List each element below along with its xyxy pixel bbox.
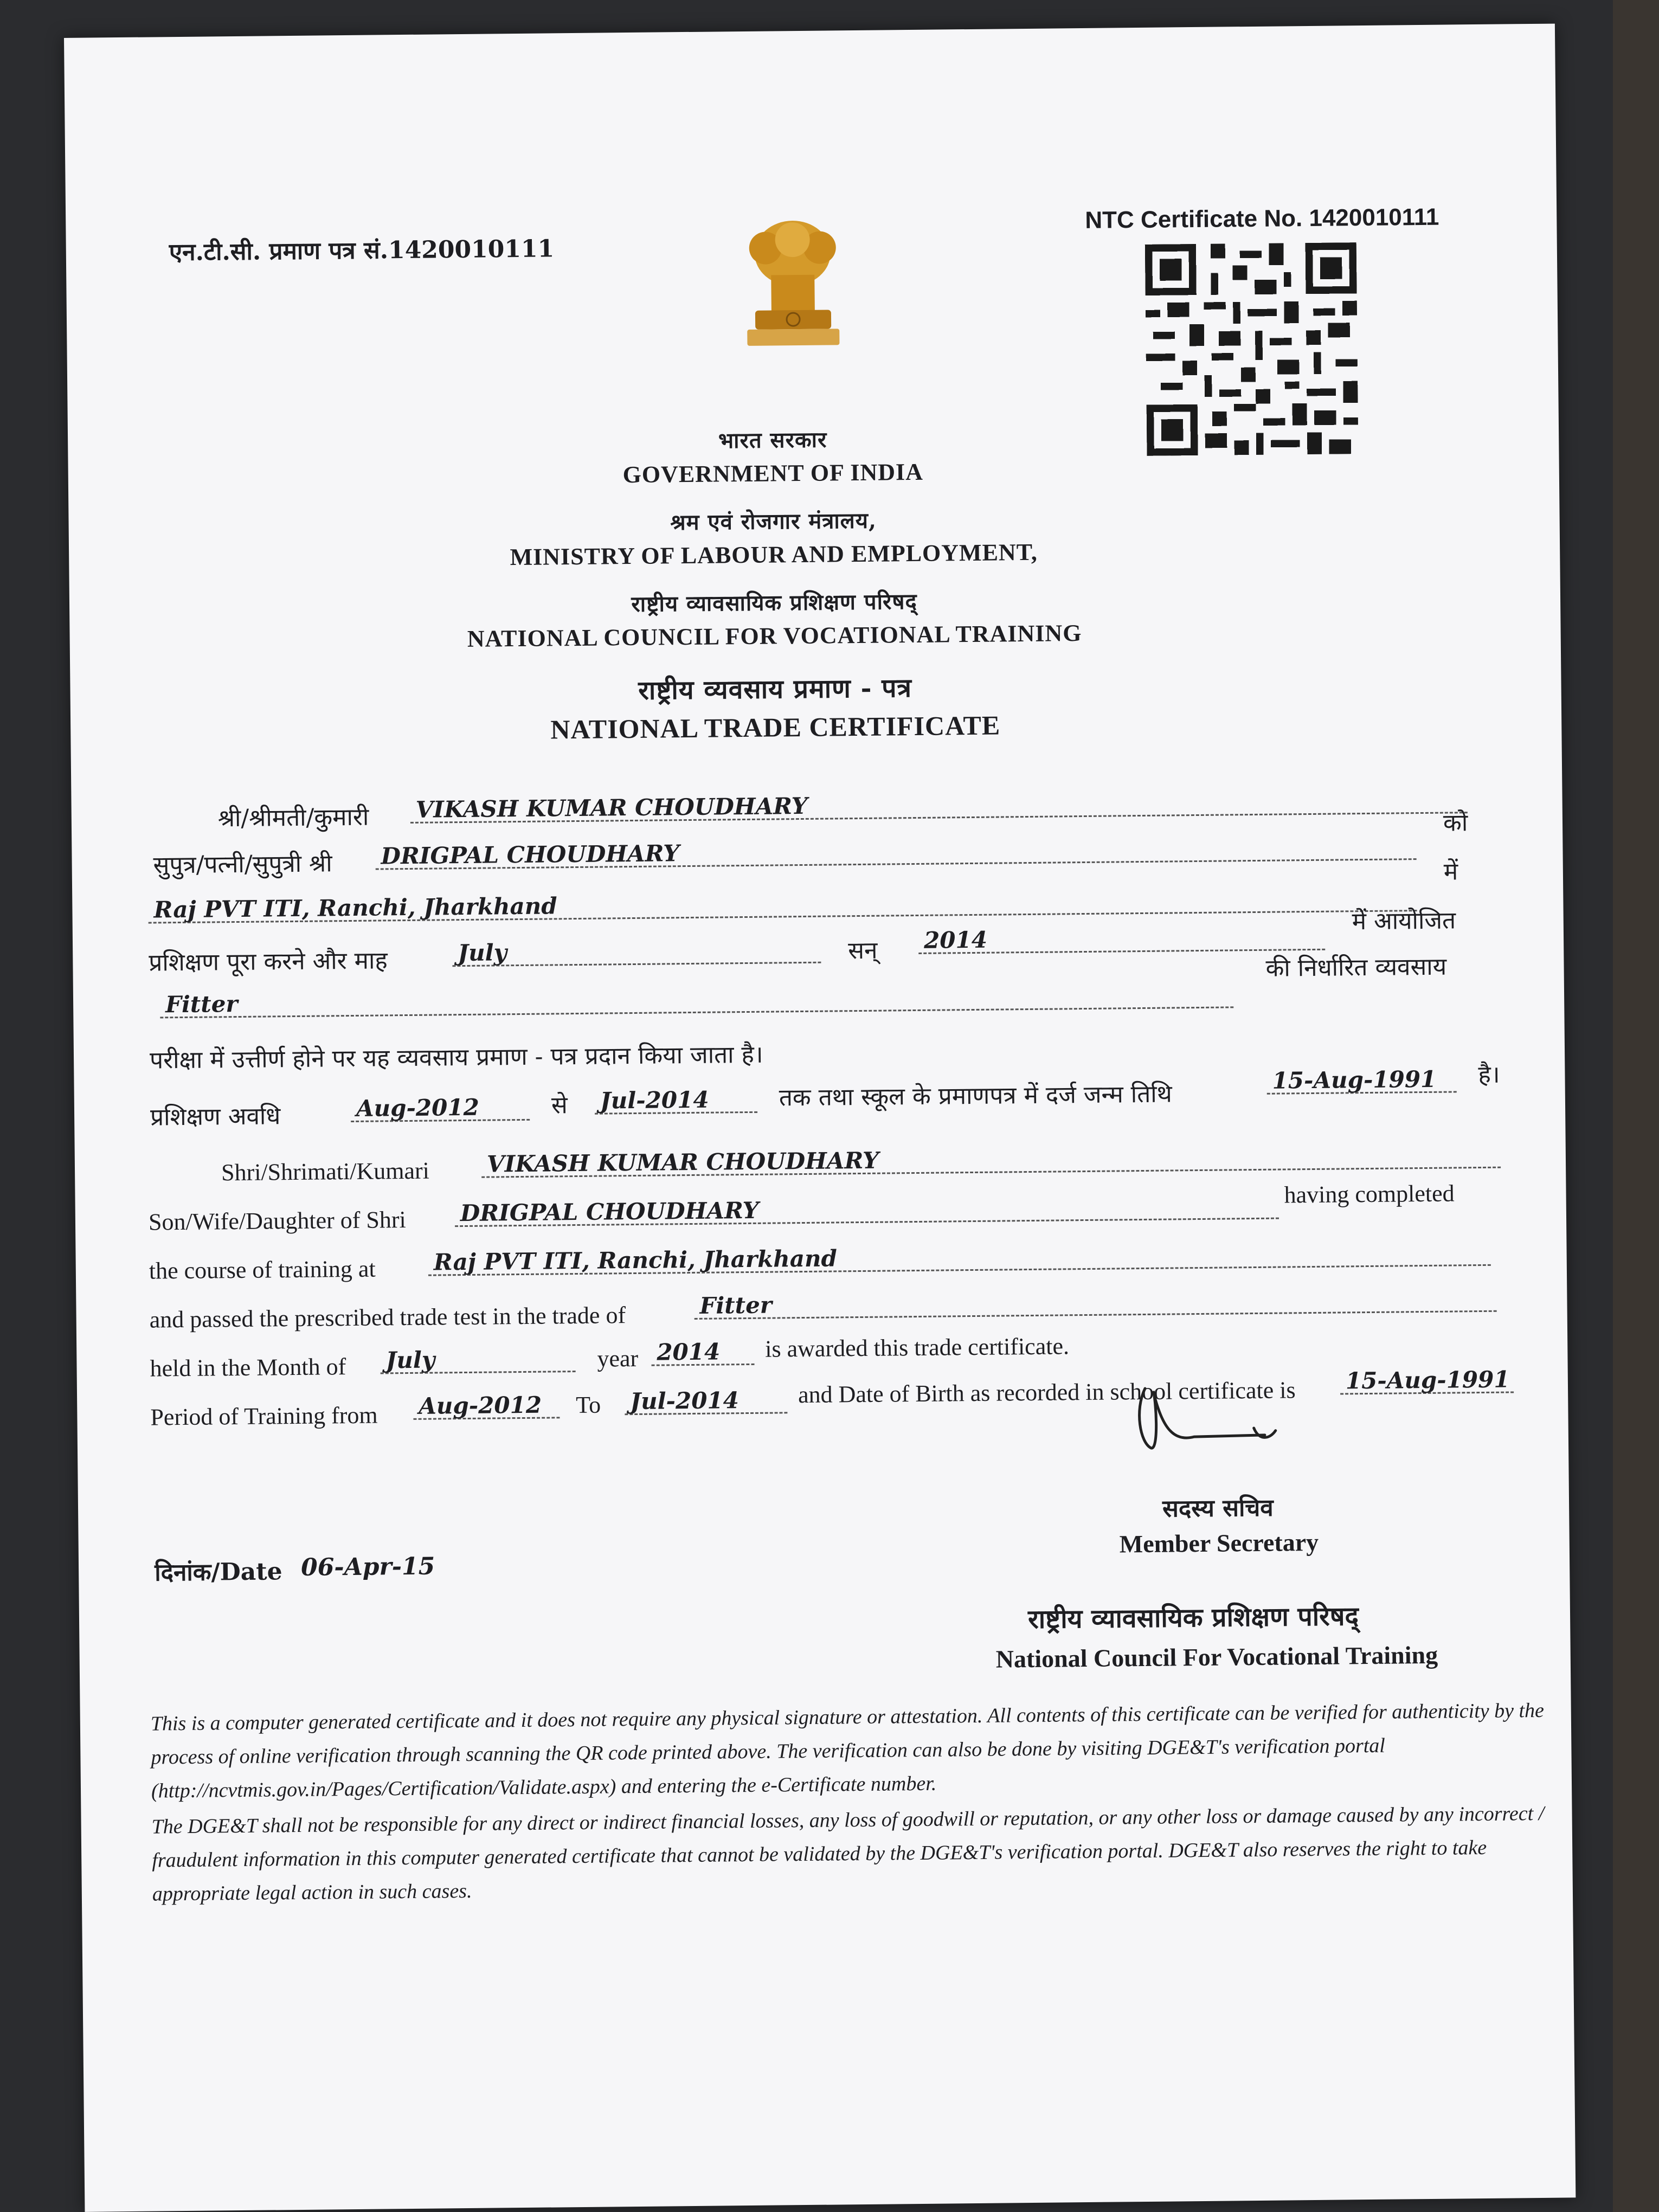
signature-icon [1129,1376,1303,1464]
hindi-dob-label: तक तथा स्कूल के प्रमाणपत्र में दर्ज जन्म तिथि [779,1080,1173,1112]
council-signature-hindi: राष्ट्रीय व्यावसायिक प्रशिक्षण परिषद् [1027,1601,1359,1635]
english-trade-value: Fitter [694,1285,1496,1320]
certificate-paper [64,24,1576,2212]
gov-hindi: भारत सरकार [718,427,827,454]
english-period-label: Period of Training from [150,1401,378,1431]
hindi-dob-value: 15-Aug-1991 [1266,1065,1456,1094]
hindi-period-from: Aug-2012 [351,1094,530,1122]
ashoka-emblem-icon [732,215,853,357]
english-parent-suffix: having completed [1284,1180,1455,1208]
english-dob-value: 15-Aug-1991 [1340,1366,1514,1394]
hindi-parent-label: सुपुत्र/पत्नी/सुपुत्री श्री [153,850,332,879]
hindi-month-label: प्रशिक्षण पूरा करने और माह [149,947,388,977]
title-hindi: राष्ट्रीय व्यवसाय प्रमाण - पत्र [638,673,912,706]
title-english: NATIONAL TRADE CERTIFICATE [550,710,1001,745]
hindi-institute-value: Raj PVT ITI, Ranchi, Jharkhand [148,884,1417,923]
hindi-se-label: से [551,1091,568,1120]
english-award-text: is awarded this trade certificate. [765,1333,1070,1362]
disclaimer-paragraph-2: The DGE&T shall not be responsible for any direct or indirect financial losses, any loss of goodwill or reputation, or any other loss or damage caused by any incorrect / fraudulent information in this computer generated certificate that cannot be validated by the DGE&T's verification portal. DGE&T also reserves the right to take appropriate legal action in such cases. [151,1802,1545,1906]
hindi-month-value: July [452,936,821,967]
hindi-year-value: 2014 [918,923,1325,954]
english-parent-label: Son/Wife/Daughter of Shri [148,1206,406,1236]
english-trade-label: and passed the prescribed trade test in the trade of [149,1302,626,1333]
hindi-trade-suffix: की निर्धारित व्यवसाय [1265,953,1447,982]
english-to-label: To [576,1391,601,1419]
english-month-value: July [380,1345,575,1374]
english-name-label: Shri/Shrimati/Kumari [221,1157,430,1186]
hindi-parent-suffix: को [1443,809,1468,837]
hindi-exam-text: परीक्षा में उत्तीर्ण होने पर यह व्यवसाय प्रमाण - पत्र प्रदान किया जाता है। [149,1040,763,1075]
member-secretary-hindi: सदस्य सचिव [1162,1494,1274,1523]
council-english: NATIONAL COUNCIL FOR VOCATIONAL TRAINING [467,620,1082,652]
english-parent-value: DRIGPAL CHOUDHARY [455,1192,1279,1227]
english-period-to: Jul-2014 [625,1386,787,1415]
date-label: दिनांक/Date [154,1558,282,1587]
hindi-name-value: VIKASH KUMAR CHOUDHARY [410,786,1467,824]
english-year-label: year [597,1345,639,1372]
hindi-institute-suffix: में [1443,858,1458,886]
cert-no-english: NTC Certificate No. 1420010111 [1085,203,1439,234]
english-period-from: Aug-2012 [413,1391,560,1420]
hindi-trade-value: Fitter [160,981,1233,1018]
english-year-value: 2014 [651,1338,754,1366]
english-name-value: VIKASH KUMAR CHOUDHARY [481,1141,1501,1178]
council-signature-english: National Council For Vocational Training [995,1641,1438,1673]
hindi-year-suffix: में आयोजित [1352,906,1456,936]
background-edge [1613,0,1659,2212]
hindi-parent-value: DRIGPAL CHOUDHARY [375,833,1416,870]
hindi-period-to: Jul-2014 [595,1086,757,1115]
disclaimer-paragraph-1: This is a computer generated certificate and it does not require any physical signature or attestation. All contents of this certificate can be verified for authenticity by the process of online verification through scanning the QR code printed above. The verification can also be done by visiting DGE&T's verification portal (http://ncvtmis.gov.in/Pages/Certification/Validate.aspx) and entering the e-Certificate number. [150,1699,1545,1803]
english-month-label: held in the Month of [150,1353,346,1382]
gov-english: GOVERNMENT OF INDIA [622,458,924,488]
date-value: 06-Apr-15 [300,1552,435,1581]
english-course-label: the course of training at [149,1255,376,1284]
ministry-english: MINISTRY OF LABOUR AND EMPLOYMENT, [510,538,1038,571]
cert-no-hindi: एन.टी.सी. प्रमाण पत्र सं.1420010111 [169,235,555,267]
ministry-hindi: श्रम एवं रोजगार मंत्रालय, [670,507,877,536]
english-course-value: Raj PVT ITI, Ranchi, Jharkhand [428,1239,1490,1276]
council-hindi: राष्ट्रीय व्यावसायिक प्रशिक्षण परिषद् [631,588,917,618]
hindi-dob-end: है। [1478,1060,1500,1089]
english-dob-label: and Date of Birth as recorded in school certificate is [798,1377,1296,1409]
hindi-name-label: श्री/श्रीमती/कुमारी [217,803,369,833]
member-secretary-english: Member Secretary [1119,1528,1319,1558]
hindi-san-label: सन् [847,936,878,965]
hindi-period-label: प्रशिक्षण अवधि [150,1102,281,1131]
